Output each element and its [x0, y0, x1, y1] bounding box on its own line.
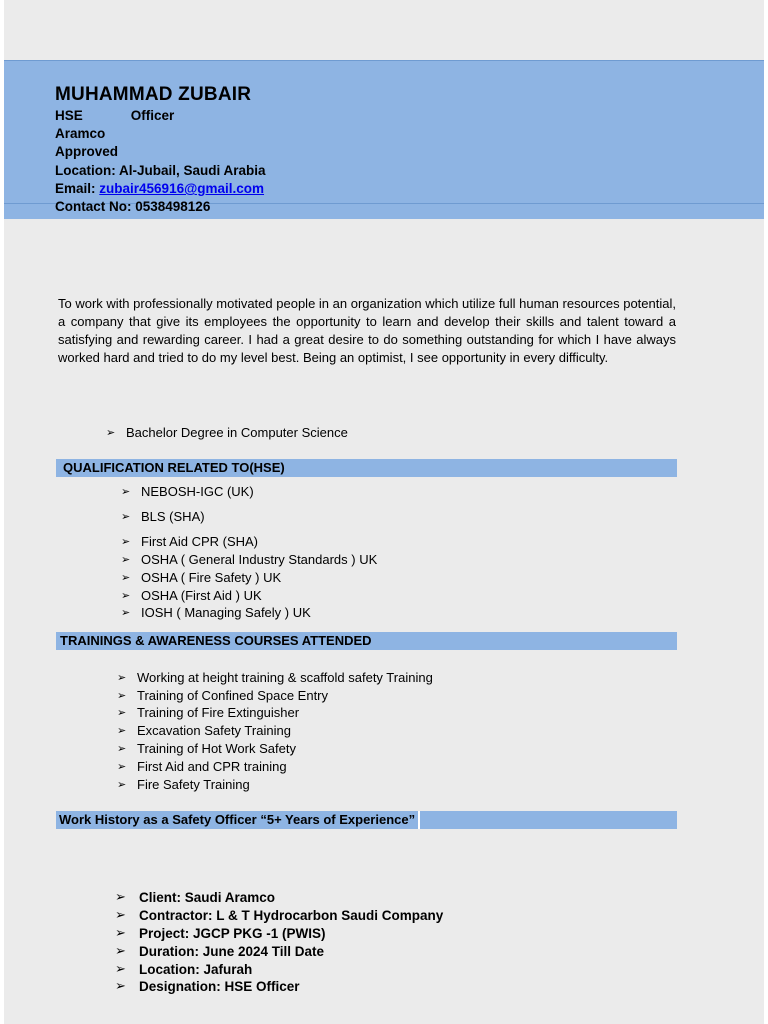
bullet-arrow-icon: ➢	[117, 761, 127, 773]
bullet-arrow-icon: ➢	[121, 511, 131, 523]
qualification-text: First Aid CPR (SHA)	[141, 534, 259, 549]
bullet-arrow-icon: ➢	[117, 725, 127, 737]
qualification-item	[121, 534, 258, 549]
bullet-arrow-icon: ➢	[106, 427, 116, 439]
work-item	[115, 978, 300, 994]
qualification-text: IOSH ( Managing Safely ) UK	[141, 605, 311, 620]
education-text: Bachelor Degree in Computer Science	[126, 425, 348, 440]
work-designation: Designation: HSE Officer	[139, 978, 300, 994]
work-duration: Duration: June 2024 Till Date	[139, 943, 325, 959]
objective-paragraph: To work with professionally motivated people in an organization which utilize full human resources potential, a company that give its employees the opportunity to learn and develop their skills and talent toward a satisfying and rewarding career. I had a great desire to do something outstanding for which I have always worked hard and tried to do my level best. Being an optimist, I see opportunity in every difficulty.	[58, 296, 676, 365]
bullet-arrow-icon: ➢	[117, 690, 127, 702]
education-item	[106, 425, 348, 440]
work-contractor: Contractor: L & T Hydrocarbon Saudi Company	[139, 907, 444, 923]
bullet-arrow-icon: ➢	[117, 743, 127, 755]
qualification-text: BLS (SHA)	[141, 509, 205, 524]
work-item	[115, 889, 275, 905]
qualification-item	[121, 570, 281, 585]
work-client: Client: Saudi Aramco	[139, 889, 276, 905]
bullet-arrow-icon: ➢	[121, 486, 131, 498]
training-text: Working at height training & scaffold safety Training	[137, 670, 433, 685]
bullet-arrow-icon: ➢	[117, 672, 127, 684]
training-item	[117, 741, 296, 756]
trainings-heading	[56, 632, 677, 650]
work-location: Location: Jafurah	[139, 961, 253, 977]
training-text: Training of Fire Extinguisher	[137, 705, 300, 720]
bullet-arrow-icon: ➢	[117, 707, 127, 719]
training-text: Training of Confined Space Entry	[137, 688, 329, 703]
bullet-arrow-icon: ➢	[121, 554, 131, 566]
location-line: Location: Al-Jubail, Saudi Arabia	[55, 163, 266, 178]
qualification-text: OSHA ( Fire Safety ) UK	[141, 570, 282, 585]
email-line	[55, 181, 264, 196]
work-history-title: Work History as a Safety Officer “5+ Years of Experience”	[56, 811, 420, 829]
bullet-arrow-icon: ➢	[115, 907, 126, 922]
training-item	[117, 759, 287, 774]
qualification-item	[121, 588, 262, 603]
training-item	[117, 670, 433, 685]
job-title-officer: Officer	[130, 108, 175, 123]
work-item	[115, 943, 324, 959]
trainings-title: TRAININGS & AWARENESS COURSES ATTENDED	[60, 633, 372, 648]
email-link[interactable]: zubair456916@gmail.com	[99, 181, 265, 196]
training-text: Excavation Safety Training	[137, 723, 291, 738]
training-item	[117, 688, 328, 703]
bullet-arrow-icon: ➢	[121, 590, 131, 602]
bullet-arrow-icon: ➢	[115, 978, 126, 993]
contact-line: Contact No: 0538498126	[55, 199, 211, 214]
qualification-item	[121, 552, 377, 567]
qualification-item	[121, 484, 254, 499]
training-text: Training of Hot Work Safety	[137, 741, 296, 756]
bullet-arrow-icon: ➢	[115, 961, 126, 976]
aramco-line: Aramco	[55, 126, 106, 141]
qualification-item	[121, 605, 311, 620]
bullet-arrow-icon: ➢	[115, 943, 126, 958]
training-item	[117, 777, 250, 792]
bullet-arrow-icon: ➢	[121, 536, 131, 548]
bullet-arrow-icon: ➢	[121, 572, 131, 584]
training-text: First Aid and CPR training	[137, 759, 287, 774]
work-item	[115, 925, 326, 941]
bullet-arrow-icon: ➢	[115, 925, 126, 940]
approved-line: Approved	[55, 144, 119, 159]
qualification-title: QUALIFICATION RELATED TO(HSE)	[63, 460, 285, 475]
work-item	[115, 907, 443, 923]
email-label: Email:	[55, 181, 96, 196]
job-title-hse: HSE	[55, 108, 83, 123]
qualification-text: OSHA (First Aid ) UK	[141, 588, 262, 603]
candidate-name: MUHAMMAD ZUBAIR	[55, 84, 252, 105]
qualification-text: OSHA ( General Industry Standards ) UK	[141, 552, 378, 567]
job-title-line	[55, 108, 174, 123]
bullet-arrow-icon: ➢	[117, 779, 127, 791]
training-item	[117, 705, 299, 720]
work-project: Project: JGCP PKG -1 (PWIS)	[139, 925, 326, 941]
training-item	[117, 723, 291, 738]
qualification-heading	[56, 459, 677, 477]
work-item	[115, 961, 252, 977]
bullet-arrow-icon: ➢	[115, 889, 126, 904]
qualification-item	[121, 509, 205, 524]
bullet-arrow-icon: ➢	[121, 607, 131, 619]
qualification-text: NEBOSH-IGC (UK)	[141, 484, 254, 499]
training-text: Fire Safety Training	[137, 777, 250, 792]
